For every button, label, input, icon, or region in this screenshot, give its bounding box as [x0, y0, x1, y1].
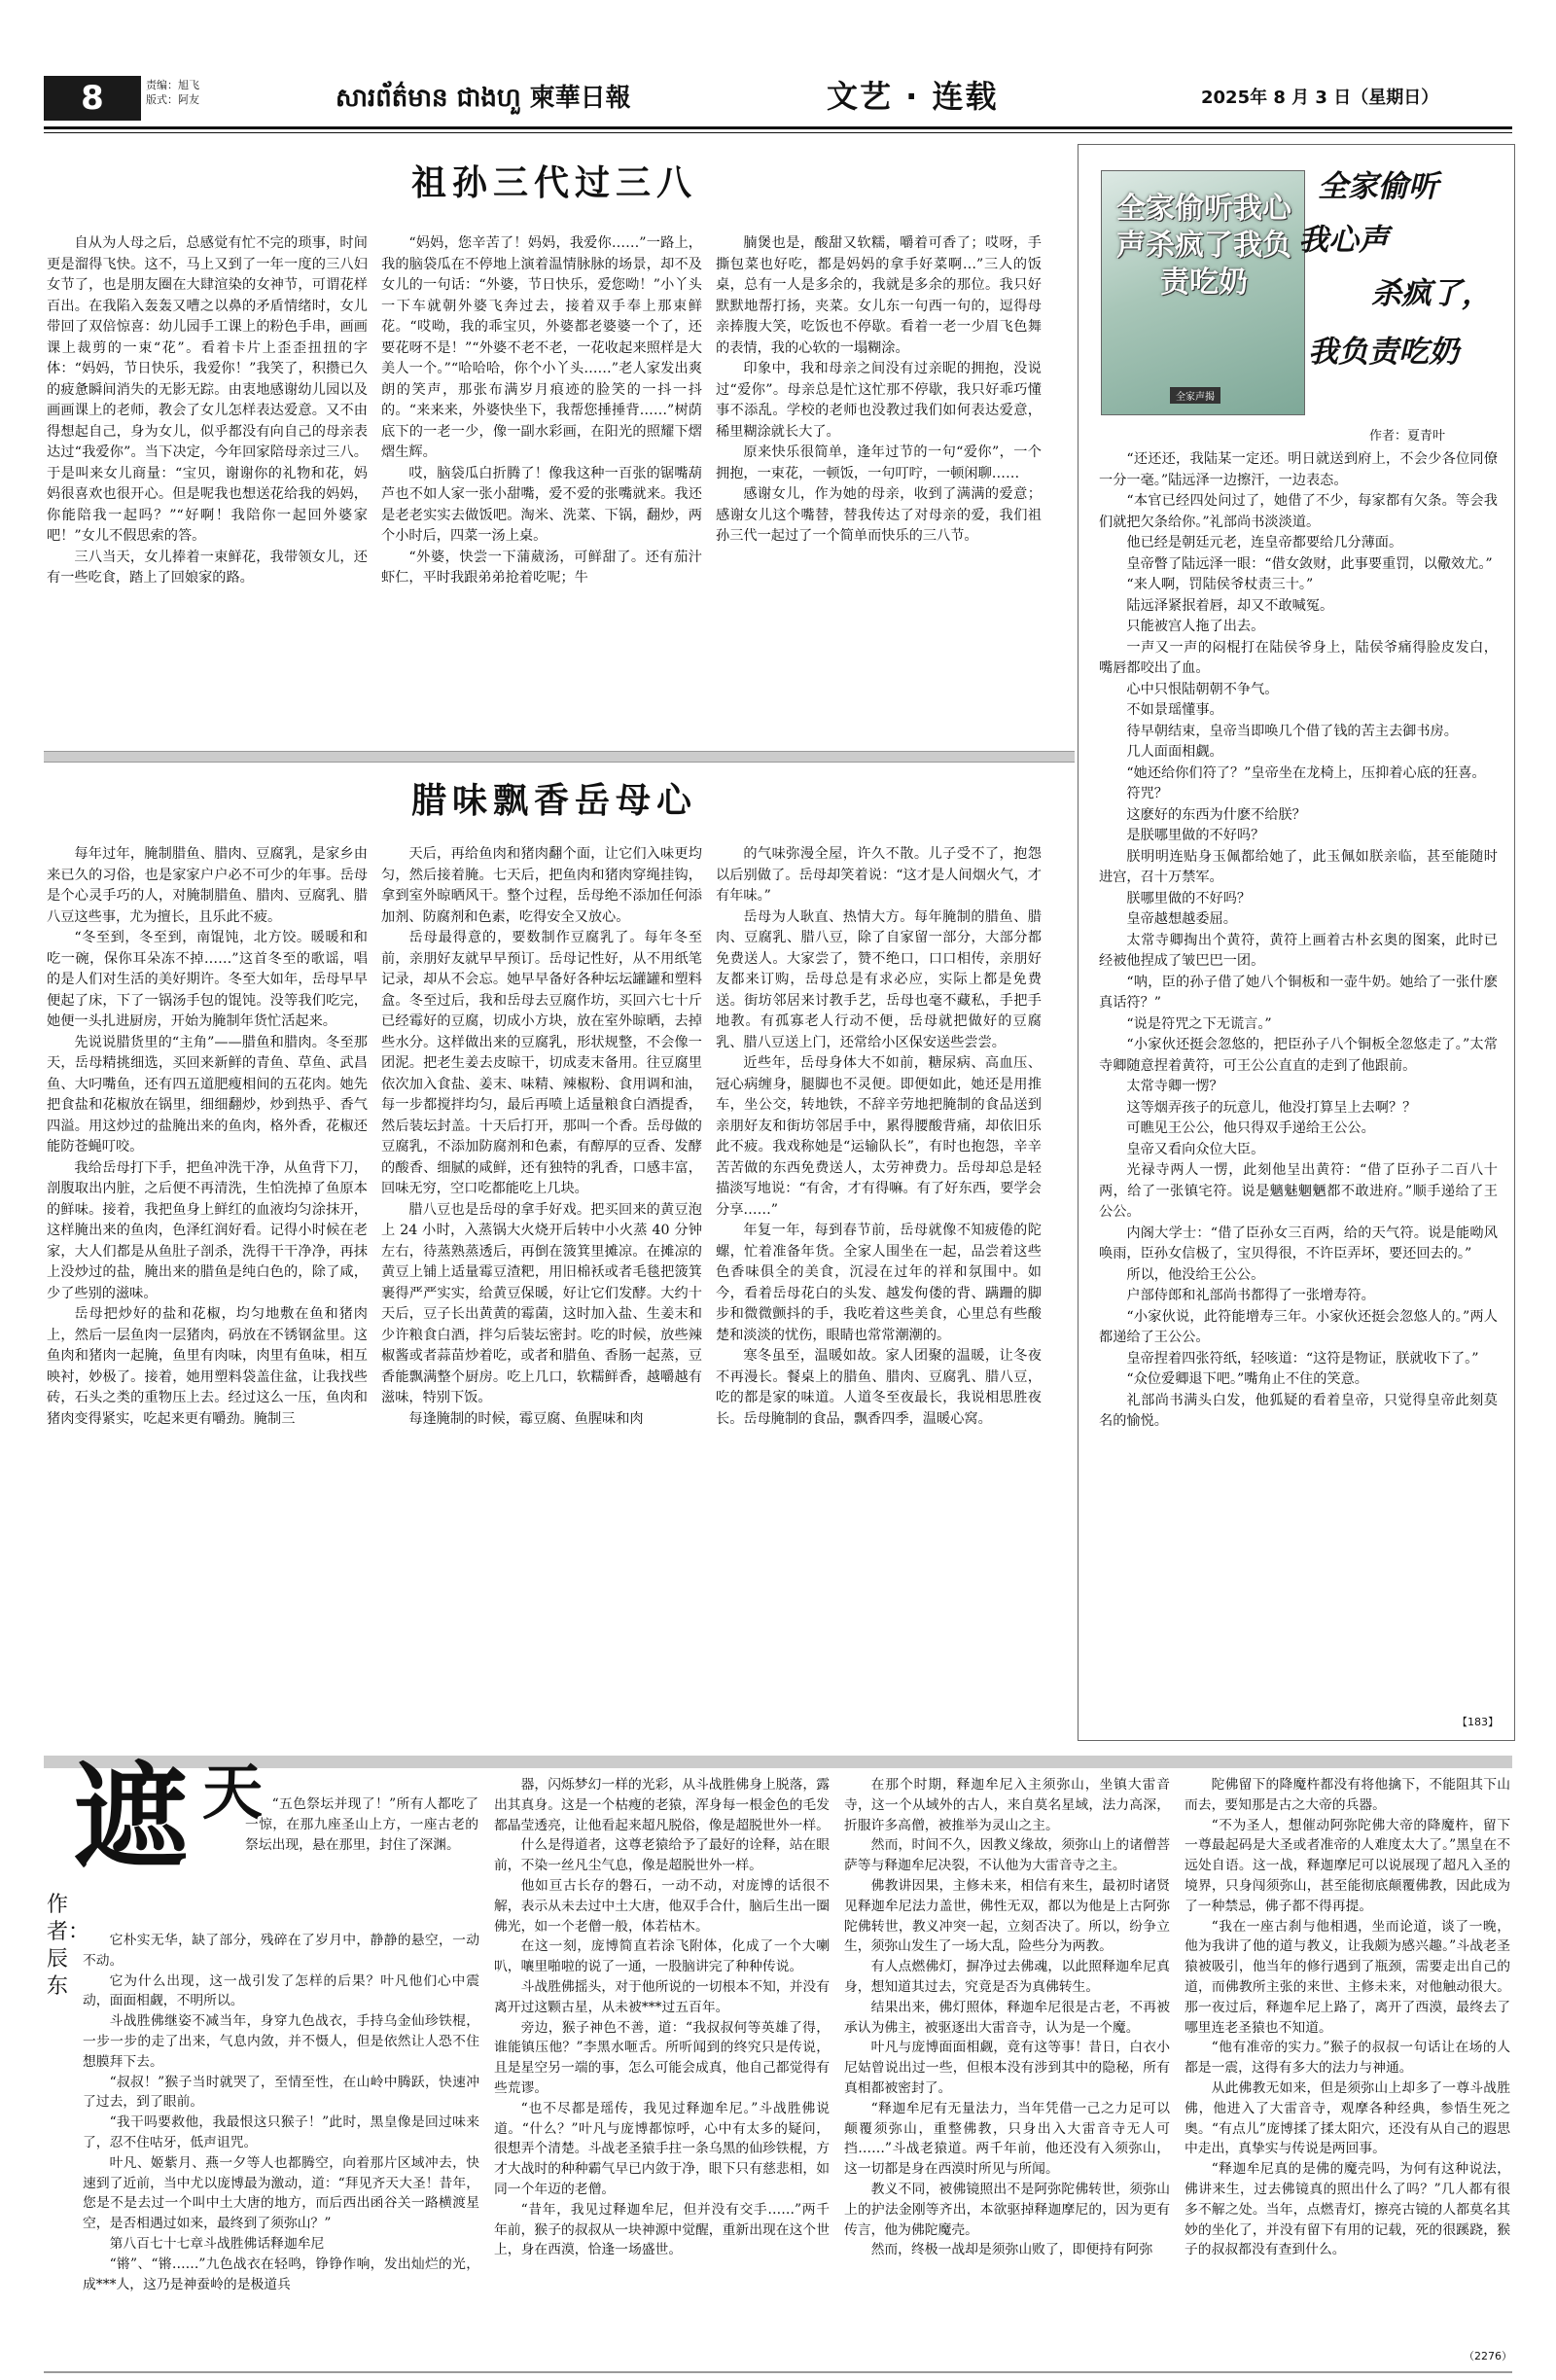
serial-byline: 作者：夏青叶: [1369, 429, 1446, 444]
article1-title: 祖孙三代过三八: [410, 162, 697, 203]
paragraph: “外婆，快尝一下蒲葳汤，可鲜甜了。还有茄汁虾仁，平时我跟弟弟抢着吃呢；牛: [381, 549, 702, 586]
paragraph: 在这一刻，庞博简直若涂飞附体，化成了一个大喇叭，嚷里啪啦的说了一通，一股脑讲完了种种传说。: [494, 1938, 830, 1975]
paragraph: 太常寺卿掏出个黄符，黄符上画着古朴玄奥的图案，此时已经被他捏成了皱巴巴一团。: [1099, 932, 1498, 969]
paragraph: “她还给你们符了？”皇帝坐在龙椅上，压抑着心底的狂喜。: [1126, 764, 1486, 781]
paragraph: “他有准帝的实力。”猴子的叔叔一句话让在场的人都是一震，这得有多大的法力与神通。: [1185, 2040, 1510, 2077]
paragraph: 皇帝瞥了陆远泽一眼：“借女敛财，此事要重罚，以儆效尤。”: [1126, 555, 1493, 572]
paragraph: “小家伙还挺会忽悠的，把臣孙子八个铜板全忽悠走了。”太常寺卿随意捏着黄符，可王公公直直的走到了他跟前。: [1099, 1037, 1498, 1074]
paragraph: 陆远泽紧抿着唇，却又不敢喊冤。: [1126, 597, 1334, 614]
editor-credits: [146, 78, 199, 107]
serial-title-line2: 我心声: [1298, 223, 1389, 258]
paragraph: 叶凡与庞博面面相觑，竟有这等事！昔日，白衣小尼姑曾说出过一些，但根本没有涉到其中的隐秘，所有真相都被密封了。: [844, 2040, 1170, 2096]
issue-date: 2025年 8 月 3 日（星期日）: [1201, 88, 1439, 108]
article2-col2: [381, 844, 702, 1744]
paragraph: “说是符咒之下无谎言。”: [1126, 1015, 1272, 1032]
paragraph: 先说说腊货里的“主角”——腊鱼和腊肉。冬至那天，岳母精挑细选，买回来新鲜的青鱼、草鱼、武昌鱼、大叼嘴鱼，还有四五道肥瘦相间的五花肉。她先把食盐和花椒放在锅里，细细翻炒，炒到热乎、香气四溢。用这炒过的盐腌出来的鱼肉，格外香，花椒还能防苍蝇叮咬。: [47, 1034, 368, 1154]
paragraph: 近些年，岳母身体大不如前，糖尿病、高血压、冠心病缠身，腿脚也不灵便。即便如此，她还是用推车，坐公交，转地铁，不辞辛劳地把腌制的食品送到亲朋好友和街坊邻居手中，累得腰酸背痛，却依旧乐此不疲。我戏称她是“运输队长”，有时也抱怨，辛辛苦苦做的东西免费送人，太劳神费力。岳母却总是轻描淡写地说：“有舍，才有得嘛。有了好东西，要学会分享……”: [716, 1055, 1042, 1218]
paragraph: 佛教讲因果，主修未来，相信有来生，最初时诸贤见释迦牟尼法力盖世，佛性无双，都以为他是上古阿弥陀佛转世，教义冲突一起，立刻否决了。所以，纷争立生，须弥山发生了一场大乱，险些分为两教。: [844, 1877, 1170, 1955]
serial-title-line3: 杀疯了，: [1371, 276, 1492, 311]
article2-col1: [47, 844, 368, 1744]
paragraph: 几人面面相觑。: [1126, 744, 1223, 760]
article1-col2: [381, 233, 702, 744]
paragraph: 哎，脑袋瓜白折腾了！像我这种一百张的锯嘴葫芦也不如人家一张小甜嘴，爱不爱的张嘴就来。我还是老老实实去做饭吧。淘米、洗菜、下锅，翻炒，两个小时后，四菜一汤上桌。: [381, 465, 702, 544]
paragraph: 然而，时间不久，因教义缘故，须弥山上的诸僧菩萨等与释迦牟尼决裂，不认他为大雷音寺之主。: [844, 1837, 1170, 1874]
serial2-col4: [1185, 1775, 1510, 2344]
paragraph: 皇帝越想越委屈。: [1126, 911, 1237, 927]
paragraph: “众位爱卿退下吧。”嘴角止不住的笑意。: [1126, 1371, 1368, 1387]
paragraph: 只能被宫人拖了出去。: [1126, 619, 1265, 634]
paragraph: “也不尽都是瑶传，我见过释迦牟尼。”斗战胜佛说道。“什么？”叶凡与庞博都惊呼，心中有太多的疑问，很想弄个清楚。斗战老圣猿手拄一条乌黑的仙珍铁棍，方才大战时的种种霸气早已内敛于净，眼下只有慈悲相，如同一个年迈的老僧。: [494, 2100, 830, 2197]
paragraph: 礼部尚书满头白发，他狐疑的看着皇帝，只觉得皇帝此刻莫名的愉悦。: [1099, 1392, 1498, 1429]
paragraph: 是朕哪里做的不好吗？: [1126, 828, 1265, 843]
header-rule: [44, 126, 1512, 129]
paragraph: “锵”、“锵……”九色战衣在轻鸣，铮铮作响，发出灿烂的光，成***人，这乃是神蚕岭的是极道兵: [83, 2256, 479, 2292]
masthead: សារព័ត៌មាន ជាងហួ 柬華日報: [336, 84, 631, 113]
serial-title-line1: 全家偷听: [1318, 169, 1438, 204]
paragraph: 有人点燃佛灯，摒净过去佛魂，以此照释迦牟尼真身，想知道其过去，究竟是否为真佛转生。: [844, 1959, 1170, 1995]
paragraph: 不如景瑶懂事。: [1126, 702, 1223, 718]
layout-name: 版式：阿友: [146, 93, 199, 106]
paragraph: 他如亘古长存的磐石，一动不动，对庞博的话很不解，表示从未去过中土大唐，他双手合什，脑后生出一圈佛光，如一个老僧一般，体若枯木。: [494, 1877, 830, 1935]
article1-col3: [716, 233, 1042, 744]
serial2-title-big: 遮: [73, 1749, 189, 1884]
paragraph: 的气味弥漫全屋，许久不散。儿子受不了，抱怨以后别做了。岳母却笑着说：“这才是人间烟火气，才有年味。”: [716, 846, 1042, 904]
paragraph: “妈妈，您辛苦了！妈妈，我爱你……”一路上，我的脑袋瓜在不停地上演着温情脉脉的场景，却不及女儿的一句话：“外婆，节日快乐，爱您呦！”小丫头一下车就朝外婆飞奔过去，接着双手奉上那束鲜花。“哎呦，我的乖宝贝，外婆都老婆婆一个了，还要花呀不是！”“外婆不老不老，一花收起来照样是大美人一个。”“哈哈哈，你个小丫头……”老人家发出爽朗的笑声，那张布满岁月痕迹的脸笑的一抖一抖的。“来来来，外婆快坐下，我帮您捶捶背……”树荫底下的一老一少，像一副水彩画，在阳光的照耀下熠熠生辉。: [381, 235, 702, 460]
serial2-page-no: （2276）: [1464, 2350, 1512, 2362]
serial2-col1: [83, 1931, 479, 2344]
paragraph: 年复一年，每到春节前，岳母就像不知疲倦的陀螺，忙着准备年货。全家人围坐在一起，品尝着这些色香味俱全的美食，沉浸在过年的祥和氛围中。如今，看着岳母花白的头发、越发佝偻的背、蹒跚的脚步和微微颤抖的手，我吃着这些美食，心里总有些酸楚和淡淡的忧伤，眼睛也常常潮潮的。: [716, 1223, 1042, 1343]
paragraph: 内阁大学士：“借了臣孙女三百两，给的天气符。说是能呦风唤雨，臣孙女信极了，宝贝得很，不许臣弄坏，要还回去的。”: [1099, 1225, 1498, 1261]
paragraph: 斗战胜佛摇头，对于他所说的一切根本不知，并没有离开过这颗古星，从未被***过五百年。: [494, 1978, 830, 2015]
paragraph: 符咒？: [1126, 786, 1168, 801]
serial-text: [1099, 449, 1498, 1706]
paragraph: 结果出来，佛灯照体，释迦牟尼很是古老，不再被承认为佛主，被驱逐出大雷音寺，认为是一个魔。: [844, 1999, 1170, 2036]
paragraph: 它为什么出现，这一战引发了怎样的后果？叶凡他们心中震动，面面相觑，不明所以。: [83, 1972, 479, 2009]
serial2-col2: [494, 1775, 830, 2344]
paragraph: “释迦牟尼有无量法力，当年凭借一己之力足可以颠覆须弥山，重整佛教，只身出入大雷音寺无人可挡……”斗战老猿道。两千年前，他还没有入须弥山，这一切都是身在西漠时所见与所闻。: [844, 2100, 1170, 2178]
paragraph: “我在一座古刹与他相遇，坐而论道，谈了一晚，他为我讲了他的道与教义，让我颇为感兴趣。”斗战老圣猿被吸引，他当年的修行遇到了瓶颈，需要走出自己的道，而佛教所主张的来世、主修未来，对他触动很大。那一夜过后，释迦牟尼上路了，离开了西漠，最终去了哪里连老圣猿也不知道。: [1185, 1918, 1510, 2036]
book-cover-image: [1101, 170, 1305, 415]
paragraph: 第八百七十七章斗战胜佛话释迦牟尼: [109, 2235, 325, 2252]
paragraph: 可瞧见王公公，他只得双手递给王公公。: [1126, 1120, 1375, 1136]
paragraph: 腊八豆也是岳母的拿手好戏。把买回来的黄豆泡上 24 小时，入蒸锅大火烧开后转中小火蒸 40 分钟左右，待蒸熟蒸透后，再倒在箥箕里摊凉。在摊凉的黄豆上铺上适量霉豆渣粑，用旧棉袄或者毛毯把箥箕裹得严严实实，给黄豆保暖，好让它们发酵。大约十天后，豆子长出黄黄的霉菌，这时加入盐、生姜末和少许粮食白酒，拌匀后装坛密封。吃的时候，放些辣椒酱或者蒜苗炒着吃，或者和腊鱼、香肠一起蒸，豆香能飘满整个厨房。吃上几口，软糯鲜香，越嚼越有滋味，特别下饭。: [381, 1201, 702, 1405]
page-number: 8: [44, 76, 141, 121]
header-rule-thin: [44, 132, 1512, 133]
paragraph: 叶凡、姬紫月、燕一夕等人也都腾空，向着那片区域冲去，快速到了近前，当中尤以庞博最为激动，道：“拜见齐天大圣！昔年，您是不是去过一个叫中土大唐的地方，而后西出函谷关一路横渡星空，是否相遇过如来，最终到了须弥山？”: [83, 2154, 479, 2232]
serial2-title-small: 天: [202, 1757, 264, 1828]
paragraph: 这麽好的东西为什麽不给朕？: [1126, 806, 1306, 823]
paragraph: 然而，终极一战却是须弥山败了，即便持有阿弥: [870, 2242, 1153, 2258]
bottom-band: [44, 1756, 1512, 1768]
paragraph: 陀佛留下的降魔杵都没有将他擒下，不能阻其下山而去，要知那是古之大帝的兵器。: [1185, 1777, 1510, 1813]
paragraph: 一声又一声的闷棍打在陆侯爷身上，陆侯爷痛得脸皮发白，嘴唇都咬出了血。: [1099, 639, 1498, 676]
paragraph: 斗战胜佛继姿不减当年，身穿九色战衣，手持乌金仙珍铁棍，一步一步的走了出来，气息内敛，并不慑人，但是依然让人恐不住想膜拜下去。: [83, 2013, 479, 2070]
paragraph: 待早朝结束，皇帝当即唤几个借了钱的苦主去御书房。: [1126, 723, 1458, 739]
paragraph: 所以，他没给王公公。: [1126, 1266, 1265, 1283]
paragraph: 三八当天，女儿捧着一束鲜花，我带领女儿，还有一些吃食，踏上了回娘家的路。: [47, 549, 368, 586]
paragraph: 腩煲也是，酸甜又软糯，嚼着可香了；哎呀，手撕包菜也好吃，都是妈妈的拿手好菜啊…”三人的饭桌，总有一人是多余的，我就是多余的那位。我只好默默地帮打扬，夹菜。女儿东一句西一句的，逗得母亲捧腹大笑，吃饭也不停歇。看着一老一少眉飞色舞的表情，我的心软的一塌糊涂。: [716, 235, 1042, 356]
paragraph: “我干吗要救他，我最恨这只猴子！”此时，黑皇像是回过味来了，忍不住咕牙，低声诅咒。: [83, 2114, 479, 2150]
paragraph: 心中只恨陆朝朝不争气。: [1126, 681, 1279, 697]
serial-page-no: 【183】: [1457, 1716, 1499, 1728]
paragraph: “五色祭坛并现了！”所有人都吃了一惊，在那九座圣山上方，一座古老的祭坛出现，悬在那里，封住了深渊。: [245, 1796, 478, 1853]
paragraph: 户部侍郎和礼部尚书都得了一张增寿符。: [1126, 1288, 1375, 1303]
paragraph: 他已经是朝廷元老，连皇帝都要给几分薄面。: [1126, 535, 1403, 551]
paragraph: “小家伙说，此符能增寿三年。小家伙还挺会忽悠人的。”两人都递给了王公公。: [1099, 1308, 1498, 1345]
paragraph: “叔叔！”猴子当时就哭了，至情至性，在山岭中腾跃，快速冲了过去，到了眼前。: [83, 2074, 479, 2111]
paragraph: 原来快乐很简单，逢年过节的一句“爱你”，一个拥抱，一束花，一顿饭，一句叮咛，一顿闲聊……: [716, 444, 1042, 481]
editor-name: 责编：旭飞: [146, 79, 199, 91]
paragraph: 岳母为人耿直、热情大方。每年腌制的腊鱼、腊肉、豆腐乳、腊八豆，除了自家留一部分，大部分都免费送人。大家尝了，赞不绝口，口口相传，亲朋好友都来订购，岳母总是有求必应，实际上都是免费送。街坊邻居来讨教手艺，岳母也毫不藏私，手把手地教。有孤寡老人行动不便，岳母就把做好的豆腐乳、腊八豆送上门，还常给小区保安送些尝尝。: [716, 908, 1042, 1050]
paragraph: 寒冬虽至，温暖如故。家人团聚的温暖，让冬夜不再漫长。餐桌上的腊鱼、腊肉、豆腐乳、腊八豆，吃的都是家的味道。人道冬至夜最长，我说相思胜夜长。岳母腌制的食品，飘香四季，温暖心窝。: [716, 1348, 1042, 1427]
serial2-col1-top: [245, 1794, 478, 1926]
serial-title-line4: 我负责吃奶: [1308, 335, 1459, 370]
paragraph: 皇帝又看向众位大臣。: [1126, 1141, 1265, 1157]
paragraph: 教义不同，被佛镜照出不是阿弥陀佛转世，须弥山上的护法金刚等齐出，本欲驱掉释迦摩尼的，因为更有传言，他为佛陀魔壳。: [844, 2181, 1170, 2238]
cover-tag: 全家声揭: [1170, 387, 1220, 404]
paragraph: 旁边，猴子神色不善，道：“我叔叔何等英雄了得，谁能镇压他？”李黑水咂舌。所听闻到的终究只是传说，且是星空另一端的事，怎么可能会成真，他自己都觉得有些荒谬。: [494, 2019, 830, 2096]
article1-col1: [47, 233, 368, 744]
paragraph: 器，闪烁梦幻一样的光彩，从斗战胜佛身上脱落，露出其真身。这是一个枯瘦的老猿，浑身每一根金色的毛发都晶莹透亮，让他看起来超凡脱俗，像是超脱世外一样。: [494, 1777, 830, 1833]
paragraph: 这等烟弄孩子的玩意儿，他没打算呈上去啊？？: [1126, 1099, 1417, 1116]
paragraph: 从此佛教无如来，但是须弥山上却多了一尊斗战胜佛，他进入了大雷音寺，观摩各种经典，参悟生死之奥。“有点儿”庞博揉了揉太阳穴，还没有从自己的遐思中走出，真挚实与传说是两回事。: [1185, 2079, 1510, 2157]
paragraph: 感谢女儿，作为她的母亲，收到了满满的爱意；感谢女儿这个嘴替，替我传达了对母亲的爱，我们祖孙三代一起过了一个简单而快乐的三八节。: [716, 486, 1042, 544]
paragraph: 朕哪里做的不好吗？: [1126, 890, 1252, 906]
paragraph: 每年过年，腌制腊鱼、腊肉、豆腐乳，是家乡由来已久的习俗，也是家家户户必不可少的年事。岳母是个心灵手巧的人，对腌制腊鱼、腊肉、豆腐乳、腊八豆这些事，尤为擅长，且乐此不疲。: [47, 846, 368, 925]
paragraph: “来人啊，罚陆侯爷杖责三十。”: [1126, 577, 1314, 592]
paragraph: 印象中，我和母亲之间没有过亲昵的拥抱，没说过“爱你”。母亲总是忙这忙那不停歇，我只好乖巧懂事不添乱。学校的老师也没教过我们如何表达爱意，稀里糊涂就长大了。: [716, 361, 1042, 440]
article2-title: 腊味飘香岳母心: [410, 780, 697, 821]
paragraph: “本官已经四处问过了，她借了不少，每家都有欠条。等会我们就把欠条给你。”礼部尚书淡淡道。: [1099, 493, 1498, 530]
paragraph: 天后，再给鱼肉和猪肉翻个面，让它们入味更均匀，然后接着腌。七天后，把鱼肉和猪肉穿绳挂钩，拿到室外晾晒风干。整个过程，岳母绝不添加任何添加剂、防腐剂和色素，吃得安全又放心。: [381, 846, 702, 925]
paragraph: 在那个时期，释迦牟尼入主须弥山，坐镇大雷音寺，这一个从域外的古人，来自莫名星域，法力高深，折服许多高僧，被推举为灵山之主。: [844, 1777, 1170, 1833]
serial2-author: 作者：辰东: [47, 1893, 90, 1999]
paragraph: 岳母最得意的，要数制作豆腐乳了。每年冬至前，亲朋好友就早早预订。岳母记性好，从不用纸笔记录，却从不会忘。她早早备好各种坛坛罐罐和塑料盒。冬至过后，我和岳母去豆腐作坊，买回六七十斤已经霉好的豆腐，切成小方块，放在室外晾晒，去掉些水分。这样做出来的豆腐乳，形状规整，不会像一团泥。把老生姜去皮晾干，切成麦末备用。往豆腐里依次加入食盐、姜末、味精、辣椒粉、食用调和油，每一步都搅拌均匀，最后再喷上适量粮食白酒提香，然后装坛封盖。十天后打开，那叫一个香。岳母做的豆腐乳，不添加防腐剂和色素，有醇厚的豆香、发酵的酸香、细腻的咸鲜，还有独特的乳香，口感丰富，回味无穷，空口吃都能吃上几块。: [381, 930, 702, 1196]
article2-col3: [716, 844, 1042, 1744]
paragraph: “昔年，我见过释迦牟尼，但并没有交手……”两千年前，猴子的叔叔从一块神源中觉醒，重新出现在这个世上，身在西漠，恰逢一场盛世。: [494, 2201, 830, 2258]
section-title: 文艺 · 连载: [827, 78, 999, 115]
paragraph: “不为圣人，想催动阿弥陀佛大帝的降魔杵，留下一尊最起码是大圣或者准帝的人难度太大了。”黑皇在不远处自语。这一战，释迦摩尼可以说展现了超凡入圣的境界，只身闯须弥山，甚至能彻底颠覆佛教，因此成为了一种禁忌，佛子都不得再提。: [1185, 1817, 1510, 1914]
cover-title: 全家偷听我心声杀疯了我负责吃奶: [1116, 192, 1291, 300]
paragraph: “释迦牟尼真的是佛的魔壳吗，为何有这种说法，佛讲来生，过去佛镜真的照出什么了吗？”几人都有很多不解之处。当年，点燃青灯，擦亮古镜的人都莫名其妙的坐化了，并没有留下有用的记载，死的很蹊跷，猴子的叔叔都没有查到什么。: [1185, 2161, 1510, 2258]
section-divider: [44, 751, 1075, 763]
paragraph: “呐，臣的孙子借了她八个铜板和一壶牛奶。她给了一张什麽真话符？”: [1099, 974, 1498, 1011]
paragraph: 什么是得道者，这尊老猿给予了最好的诠释，站在眼前，不染一丝凡尘气息，像是超脱世外一样。: [494, 1837, 830, 1874]
paragraph: 光禄寺两人一愣，此刻他呈出黄符：“借了臣孙子二百八十两，给了一张镇宅符。说是魑魅魍魉都不敢进府。”顺手递给了王公公。: [1099, 1162, 1498, 1220]
paragraph: “还还还，我陆某一定还。明日就送到府上，不会少各位同僚一分一毫。”陆远泽一边擦汗，一边表态。: [1099, 451, 1498, 488]
paragraph: “冬至到，冬至到，南馄饨，北方饺。暖暖和和吃一碗，保你耳朵冻不掉……”这首冬至的歌谣，唱的是人们对生活的美好期许。冬至大如年，岳母早早便起了床，下了一锅汤手包的馄饨。没等我们吃完，她便一头扎进厨房，开始为腌制年货忙活起来。: [47, 930, 368, 1029]
paragraph: 岳母把炒好的盐和花椒，均匀地敷在鱼和猪肉上，然后一层鱼肉一层猪肉，码放在不锈钢盆里。这鱼肉和猪肉一起腌，鱼里有肉味，肉里有鱼味，相互映衬，妙极了。接着，她用塑料袋盖住盆，让我找些砖，石头之类的重物压上去。经过这么一压，鱼肉和猪肉变得紧实，吃起来更有嚼劲。腌制三: [47, 1306, 368, 1427]
paragraph: 朕明明连贴身玉佩都给她了，此玉佩如朕亲临，甚至能随时进宫，召十万禁军。: [1099, 848, 1498, 885]
paragraph: 自从为人母之后，总感觉有忙不完的琐事，时间更是溜得飞快。这不，马上又到了一年一度的三八妇女节了，也是朋友圈在大肆渲染的女神节，可谓花样百出。在我陷入轰轰又嘈之以鼻的矛盾情绪时，女儿带回了双倍惊喜：幼儿园手工课上的粉色手串，画画课上裁剪的一束“花”。看着卡片上歪歪扭扭的字体：“妈妈，节日快乐，我爱你！”我笑了，积攒已久的疲惫瞬间消失的无影无踪。由衷地感谢幼儿园以及画画课上的老师，教会了女儿怎样表达爱意。又不由得想起自己，身为女儿，似乎都没有向自己的母亲表达过“我爱你”。当下决定，今年回家陪母亲过三八。于是叫来女儿商量：“宝贝，谢谢你的礼物和花，妈妈很喜欢也很开心。但是呢我也想送花给我的妈妈，你能陪我一起吗？”“好啊！我陪你一起回外婆家吧！”女儿不假思索的答。: [47, 235, 368, 544]
paragraph: 太常寺卿一愣？: [1126, 1079, 1223, 1094]
paragraph: 我给岳母打下手，把鱼冲洗干净，从鱼背下刀，剖腹取出内脏，之后便不再清洗，生怕洗掉了鱼原本的鲜味。接着，我把鱼身上鲜红的血液均匀涂抹开，这样腌出来的鱼肉，色泽红润好看。记得小时候在老家，大人们都是从鱼肚子剖杀，洗得干干净净，再抹上没炒过的盐，腌出来的腊鱼是纯白色的，除了咸，少了些别的滋味。: [47, 1159, 368, 1301]
paragraph: 每逢腌制的时候，霉豆腐、鱼腥味和肉: [408, 1410, 644, 1427]
bottom-rule: [44, 2371, 1512, 2373]
paragraph: 它朴实无华，缺了部分，残碎在了岁月中，静静的悬空，一动不动。: [83, 1933, 479, 1969]
serial2-col3: [844, 1775, 1170, 2344]
paragraph: 皇帝捏着四张符纸，轻咳道：“这符是物证，朕就收下了。”: [1126, 1350, 1479, 1367]
